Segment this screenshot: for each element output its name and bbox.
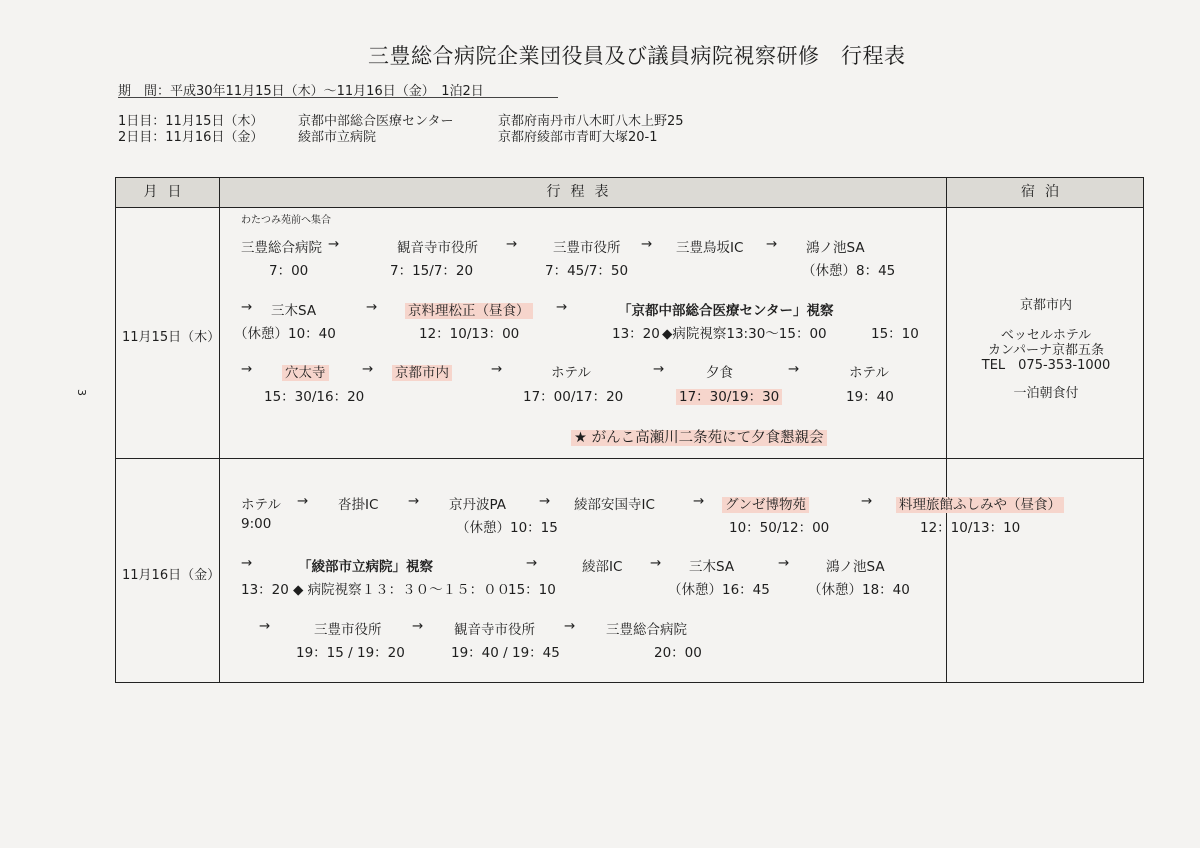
arrow: →	[491, 361, 503, 377]
stay-hotel-line1: ベッセルホテル	[1000, 328, 1092, 343]
arrow: →	[778, 555, 790, 571]
destination-day2-place: 綾部市立病院	[298, 130, 377, 145]
stop-label: 夕食	[706, 365, 733, 381]
arrow: →	[861, 493, 873, 509]
stop-time: 20：00	[654, 645, 702, 661]
kyoto-highlight: 京都市内	[392, 365, 452, 381]
lunch-highlight: 京料理松正（昼食）	[405, 303, 533, 319]
column-divider	[219, 178, 220, 682]
destination-day1-address: 京都府南丹市八木町八木上野25	[498, 114, 684, 129]
arrow: →	[408, 493, 420, 509]
page-title: 三豊総合病院企業団役員及び議員病院視察研修 行程表	[368, 44, 906, 68]
schedule-table	[115, 177, 1144, 683]
arrow: →	[366, 299, 378, 315]
stop-time: 7：15/7：20	[390, 263, 474, 279]
arrow: →	[362, 361, 374, 377]
stop-time: 19：40 / 19：45	[451, 645, 560, 661]
header-date: 月日	[143, 184, 192, 200]
stop-label: 沓掛IC	[338, 497, 379, 513]
arrow: →	[241, 299, 253, 315]
arrow: →	[556, 299, 568, 315]
visit-end-time: 15：10	[508, 582, 556, 598]
stop-label	[282, 361, 329, 381]
stop-time: （休憩）10：40	[234, 326, 336, 342]
visit-label: 「京都中部総合医療センター」視察	[618, 303, 834, 319]
arrow: →	[412, 618, 424, 634]
visit-label: 「綾部市立病院」視察	[298, 559, 433, 575]
stop-label	[405, 299, 533, 319]
arrow: →	[526, 555, 538, 571]
stay-area: 京都市内	[1019, 298, 1072, 313]
stop-label	[896, 493, 1064, 513]
stop-time: 9:00	[241, 516, 272, 532]
visit-detail: ◆病院視察13:30～15：00	[662, 326, 827, 342]
stop-label: 鴻ノ池SA	[826, 559, 885, 575]
stay-hotel-line2: カンパーナ京都五条	[987, 343, 1105, 358]
stop-time: 12：10/13：00	[419, 326, 520, 342]
page-number: 3	[75, 389, 88, 396]
stop-time: 10：50/12：00	[729, 520, 830, 536]
row-divider	[116, 458, 1143, 459]
stay-meal: 一泊朝食付	[1013, 386, 1079, 401]
dinner-highlight: 17：30/19：30	[676, 389, 782, 405]
header-stay: 宿泊	[1021, 184, 1069, 200]
temple-highlight: 穴太寺	[282, 365, 329, 381]
header-schedule: 行程表	[546, 184, 619, 200]
stop-time: 19：40	[846, 389, 894, 405]
stop-time: （休憩）10：15	[456, 520, 558, 536]
stop-label: 三豊総合病院	[241, 240, 322, 256]
stop-time: 15：30/16：20	[264, 389, 365, 405]
stop-label: 三木SA	[689, 559, 735, 575]
stop-time: 12：10/13：10	[920, 520, 1021, 536]
trip-period: 期 間：平成30年11月15日（木）～11月16日（金） 1泊2日	[118, 84, 484, 99]
lunch2-highlight: 料理旅館ふしみや（昼食）	[896, 497, 1064, 513]
destination-day1: 1日目：11月15日（木）	[118, 114, 264, 129]
stop-time: （休憩）8：45	[802, 263, 896, 279]
stop-label	[392, 361, 452, 381]
visit-detail: ◆ 病院視察１３：３０～１５：００	[293, 582, 511, 598]
stop-label: ホテル	[551, 365, 591, 381]
stop-label: 綾部安国寺IC	[574, 497, 655, 513]
stop-label: 観音寺市役所	[454, 622, 535, 638]
stop-time: 17：00/17：20	[523, 389, 624, 405]
stop-time	[676, 385, 782, 405]
arrow: →	[539, 493, 551, 509]
day1-date: 11月15日（木）	[122, 330, 221, 345]
stop-label: 三木SA	[271, 303, 317, 319]
arrow: →	[241, 361, 253, 377]
column-divider	[946, 178, 947, 682]
stop-label: ホテル	[241, 497, 281, 513]
stop-label	[722, 493, 809, 513]
arrow: →	[259, 618, 271, 634]
arrow: →	[650, 555, 662, 571]
stop-time: 7：45/7：50	[545, 263, 629, 279]
stop-time: 7：00	[269, 263, 309, 279]
day2-date: 11月16日（金）	[122, 568, 221, 583]
stop-label: ホテル	[849, 365, 889, 381]
stay-tel: TEL 075-353-1000	[981, 358, 1111, 373]
arrow: →	[641, 236, 653, 252]
visit-time: 13：20	[612, 326, 660, 342]
stop-label: 三豊鳥坂IC	[676, 240, 744, 256]
arrow: →	[328, 236, 340, 252]
dinner-party-highlight: ★ がんこ高瀬川二条苑にて夕食懇親会	[571, 430, 827, 446]
period-underline	[118, 97, 558, 98]
stop-label: 観音寺市役所	[397, 240, 478, 256]
arrow: →	[766, 236, 778, 252]
stop-time: （休憩）18：40	[808, 582, 910, 598]
destination-day1-place: 京都中部総合医療センター	[298, 114, 454, 129]
stop-time: 19：15 / 19：20	[296, 645, 405, 661]
stop-label: 三豊市役所	[314, 622, 382, 638]
visit-time: 13：20	[241, 582, 289, 598]
destination-day2-address: 京都府綾部市青町大塚20-1	[498, 130, 658, 145]
stop-label: 綾部IC	[582, 559, 623, 575]
arrow: →	[564, 618, 576, 634]
dinner-party-note	[571, 426, 827, 447]
museum-highlight: グンゼ博物苑	[722, 497, 809, 513]
arrow: →	[788, 361, 800, 377]
arrow: →	[241, 555, 253, 571]
stop-label: 鴻ノ池SA	[806, 240, 865, 256]
arrow: →	[693, 493, 705, 509]
stop-label: 京丹波PA	[449, 497, 507, 513]
visit-end-time: 15：10	[871, 326, 919, 342]
arrow: →	[506, 236, 518, 252]
stop-label: 三豊総合病院	[606, 622, 687, 638]
arrow: →	[297, 493, 309, 509]
stop-time: （休憩）16：45	[668, 582, 770, 598]
destination-day2: 2日目：11月16日（金）	[118, 130, 264, 145]
arrow: →	[653, 361, 665, 377]
stop-label: 三豊市役所	[553, 240, 621, 256]
day1-note: わたつみ苑前へ集合	[241, 215, 331, 226]
